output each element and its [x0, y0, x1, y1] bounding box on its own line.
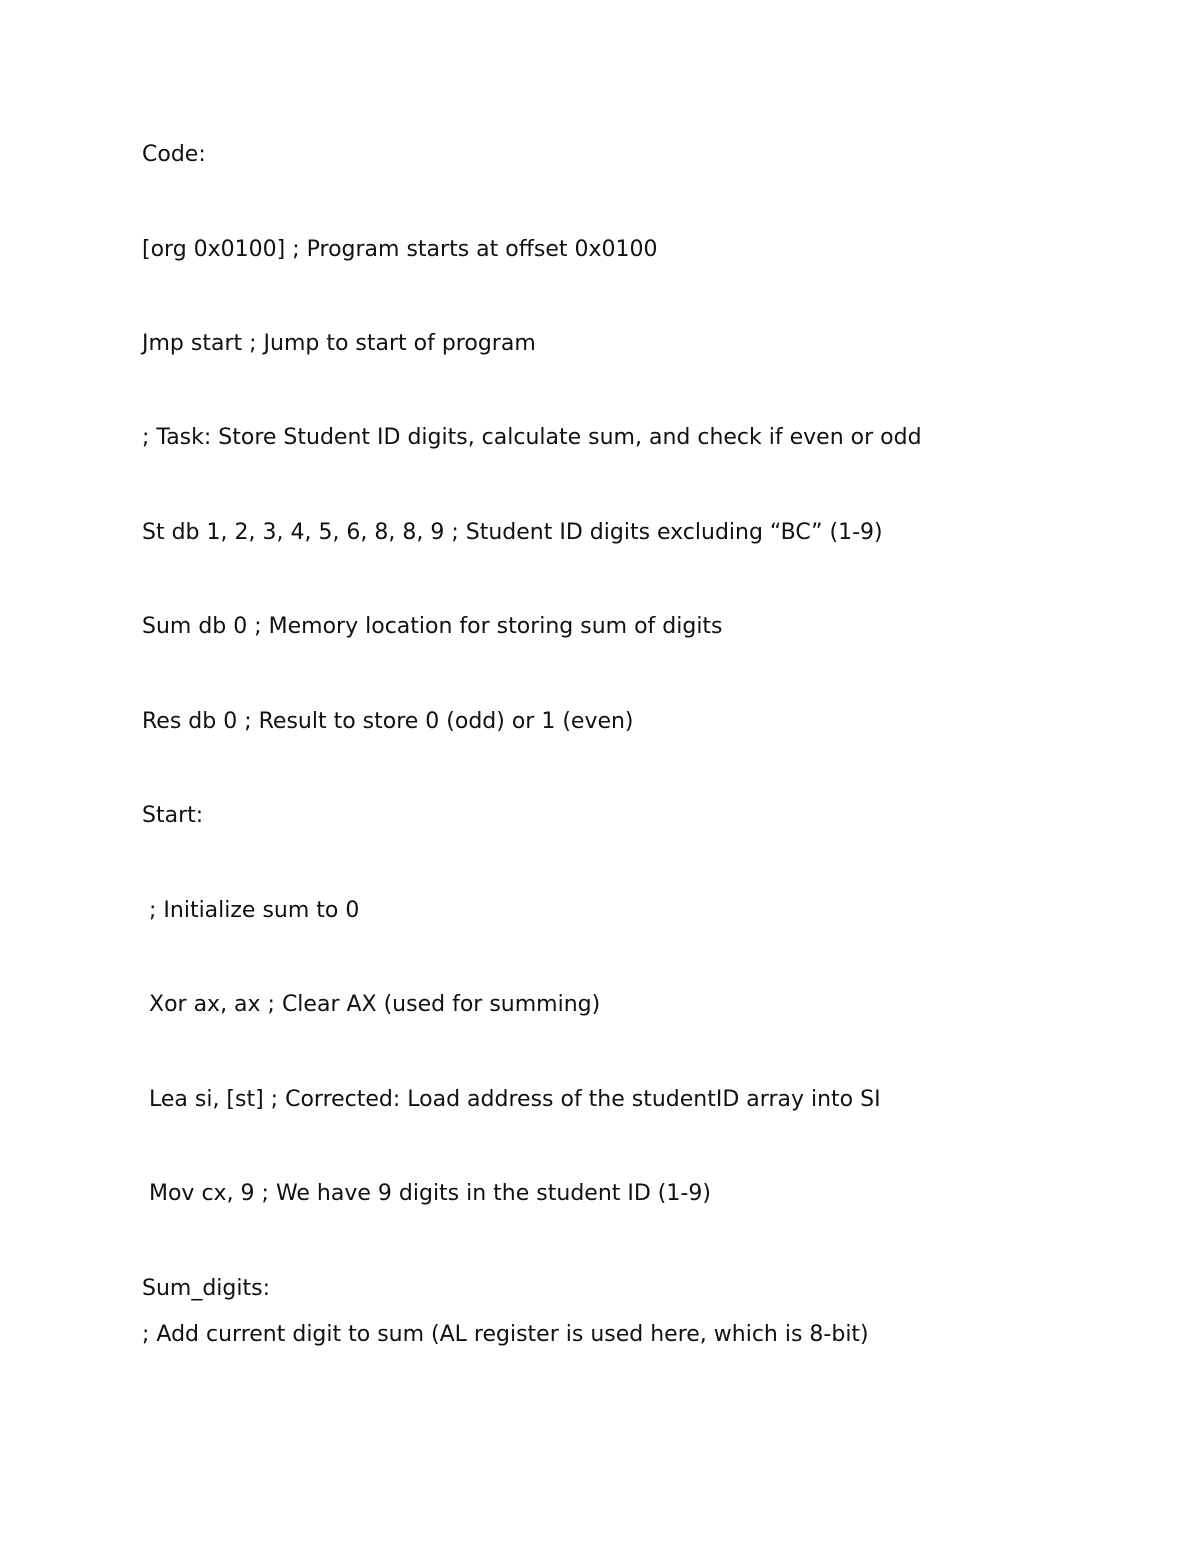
code-heading: Code: [142, 142, 206, 167]
code-label-sum-digits: Sum_digits: [142, 1276, 270, 1301]
code-line-jmp: Jmp start ; Jump to start of program [142, 331, 536, 356]
code-line-xor: Xor ax, ax ; Clear AX (used for summing) [142, 992, 601, 1017]
code-line-lea: Lea si, [st] ; Corrected: Load address of the studentID array into SI [142, 1087, 881, 1112]
code-line-mov: Mov cx, 9 ; We have 9 digits in the student ID (1-9) [142, 1181, 711, 1206]
code-line-sum-db: Sum db 0 ; Memory location for storing sum of digits [142, 614, 723, 639]
code-line-st-db: St db 1, 2, 3, 4, 5, 6, 8, 8, 9 ; Student ID digits excluding “BC” (1-9) [142, 520, 883, 545]
code-line-init-comment: ; Initialize sum to 0 [142, 898, 360, 923]
code-line-org: [org 0x0100] ; Program starts at offset 0x0100 [142, 237, 658, 262]
code-label-start: Start: [142, 803, 204, 828]
code-line-task-comment: ; Task: Store Student ID digits, calculate sum, and check if even or odd [142, 425, 922, 450]
code-line-add-comment: ; Add current digit to sum (AL register is used here, which is 8-bit) [142, 1322, 869, 1347]
code-line-res-db: Res db 0 ; Result to store 0 (odd) or 1 (even) [142, 709, 634, 734]
